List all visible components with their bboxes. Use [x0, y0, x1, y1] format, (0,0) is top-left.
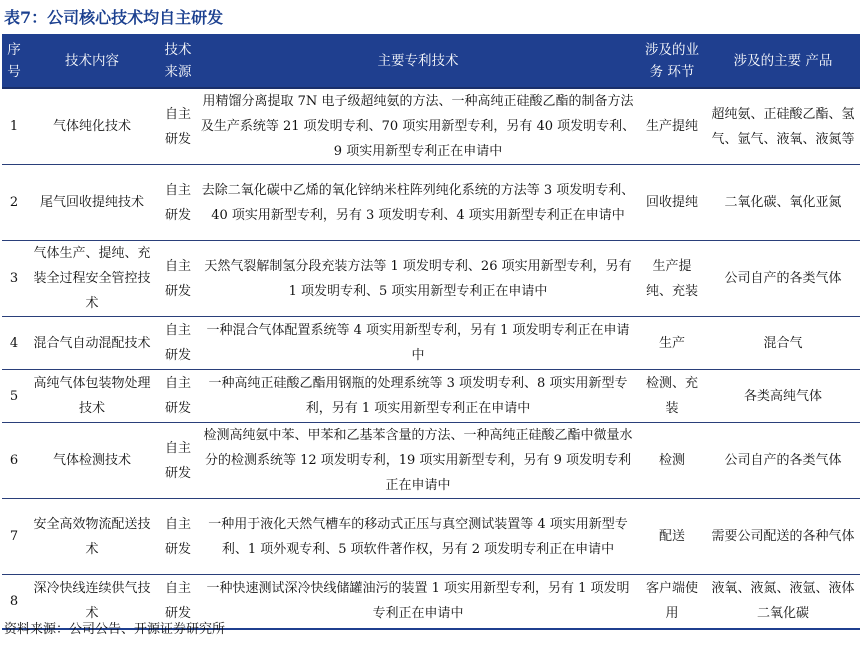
row-stage: 生产 [638, 317, 706, 370]
row-stage: 检测 [638, 423, 706, 499]
row-stage: 回收提纯 [638, 165, 706, 241]
row-product: 需要公司配送的各种气体 [706, 499, 860, 575]
table-header-row [2, 34, 860, 88]
row-tech: 气体检测技术 [26, 423, 158, 499]
row-stage: 生产提纯、充装 [638, 241, 706, 317]
row-no: 6 [2, 423, 26, 499]
row-stage: 配送 [638, 499, 706, 575]
table-row [2, 88, 860, 165]
row-no: 5 [2, 370, 26, 423]
row-source: 自主研发 [158, 241, 198, 317]
row-patent: 一种用于液化天然气槽车的移动式正压与真空测试装置等 4 项实用新型专利、1 项外观专利、5 项软件著作权，另有 2 项发明专利正在申请中 [198, 499, 638, 575]
header-tech: 技术内容 [26, 34, 158, 88]
row-patent: 用精馏分离提取 7N 电子级超纯氨的方法、一种高纯正硅酸乙酯的制备方法及生产系统等 21 项发明专利、70 项实用新型专利，另有 40 项发明专利、9 项实用新型专利正在申请中 [198, 88, 638, 165]
table-row [2, 499, 860, 575]
table-title: 表7：公司核心技术均自主研发 [4, 8, 224, 27]
row-source: 自主研发 [158, 88, 198, 165]
source-note: 资料来源：公司公告、开源证券研究所 [4, 622, 226, 637]
header-stage: 涉及的业务 环节 [638, 34, 706, 88]
row-source: 自主研发 [158, 165, 198, 241]
header-product: 涉及的主要 产品 [706, 34, 860, 88]
row-patent: 去除二氧化碳中乙烯的氧化锌纳米柱阵列纯化系统的方法等 3 项发明专利、40 项实用新型专利，另有 3 项发明专利、4 项实用新型专利正在申请中 [198, 165, 638, 241]
row-patent: 一种高纯正硅酸乙酯用钢瓶的处理系统等 3 项发明专利、8 项实用新型专利，另有 1 项实用新型专利正在申请中 [198, 370, 638, 423]
row-source: 自主研发 [158, 575, 198, 629]
row-tech: 高纯气体包装物处理技术 [26, 370, 158, 423]
row-tech: 安全高效物流配送技术 [26, 499, 158, 575]
core-technology-table [2, 34, 860, 630]
row-no: 8 [2, 575, 26, 629]
header-source: 技术来源 [158, 34, 198, 88]
row-tech: 气体生产、提纯、充装全过程安全管控技术 [26, 241, 158, 317]
row-tech: 气体纯化技术 [26, 88, 158, 165]
row-product: 公司自产的各类气体 [706, 241, 860, 317]
table-row [2, 241, 860, 317]
row-stage: 客户端使用 [638, 575, 706, 629]
row-source: 自主研发 [158, 370, 198, 423]
row-product: 超纯氨、正硅酸乙酯、氢气、氩气、液氧、液氮等 [706, 88, 860, 165]
row-patent: 检测高纯氨中苯、甲苯和乙基苯含量的方法、一种高纯正硅酸乙酯中微量水分的检测系统等 12 项发明专利，19 项实用新型专利，另有 9 项发明专利正在申请中 [198, 423, 638, 499]
row-no: 3 [2, 241, 26, 317]
row-source: 自主研发 [158, 499, 198, 575]
row-patent: 天然气裂解制氢分段充装方法等 1 项发明专利、26 项实用新型专利，另有 1 项发明专利、5 项实用新型专利正在申请中 [198, 241, 638, 317]
row-tech: 尾气回收提纯技术 [26, 165, 158, 241]
row-patent: 一种快速测试深冷快线储罐油污的装置 1 项实用新型专利，另有 1 项发明专利正在申请中 [198, 575, 638, 629]
row-source: 自主研发 [158, 423, 198, 499]
row-stage: 生产提纯 [638, 88, 706, 165]
table-row [2, 317, 860, 370]
row-no: 2 [2, 165, 26, 241]
row-source: 自主研发 [158, 317, 198, 370]
table-row [2, 165, 860, 241]
row-no: 1 [2, 88, 26, 165]
header-patent: 主要专利技术 [198, 34, 638, 88]
row-product: 二氧化碳、氧化亚氮 [706, 165, 860, 241]
row-product: 混合气 [706, 317, 860, 370]
row-product: 各类高纯气体 [706, 370, 860, 423]
row-product: 公司自产的各类气体 [706, 423, 860, 499]
row-tech: 混合气自动混配技术 [26, 317, 158, 370]
row-stage: 检测、充装 [638, 370, 706, 423]
row-product: 液氧、液氮、液氩、液体二氧化碳 [706, 575, 860, 629]
table-row [2, 423, 860, 499]
row-tech: 深冷快线连续供气技术 [26, 575, 158, 629]
row-no: 7 [2, 499, 26, 575]
row-patent: 一种混合气体配置系统等 4 项实用新型专利，另有 1 项发明专利正在申请中 [198, 317, 638, 370]
row-no: 4 [2, 317, 26, 370]
header-no: 序号 [2, 34, 26, 88]
table-row [2, 370, 860, 423]
